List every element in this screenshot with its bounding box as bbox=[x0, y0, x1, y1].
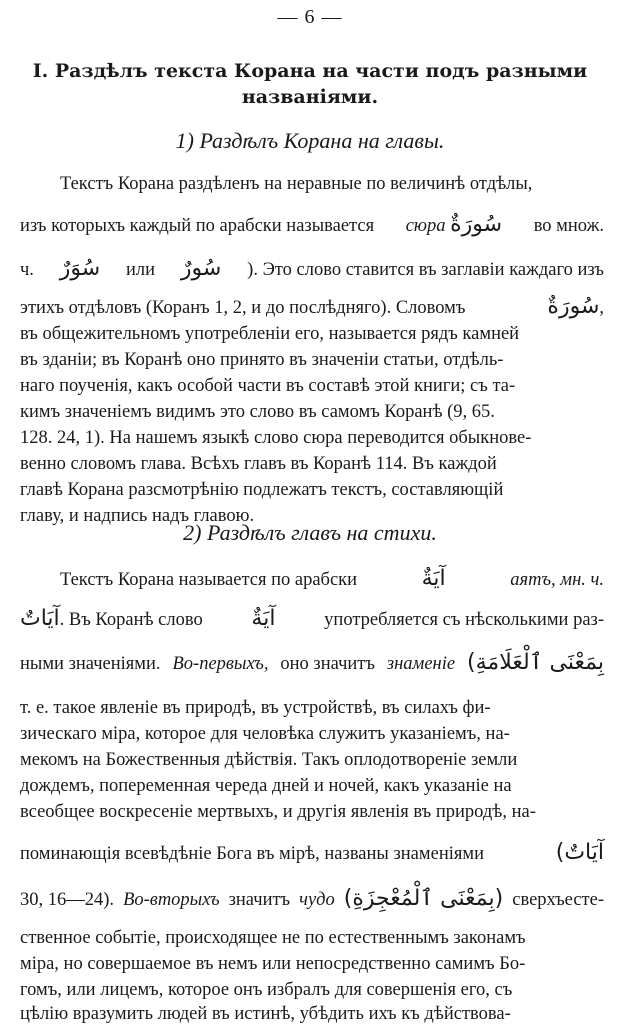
text-line: Текстъ Корана раздѣленъ на неравные по величинѣ отдѣлы, bbox=[60, 174, 533, 194]
arabic-word: سُورٌ bbox=[180, 256, 222, 281]
text-line: поминающія всевѣдѣніе Бога въ мірѣ, названы знаменіями (آيَاتٌ bbox=[20, 840, 604, 865]
text-line: изъ которыхъ каждый по арабски называется сюра سُورَةٌ во множ. bbox=[20, 212, 604, 237]
text-line: этихъ отдѣловъ (Коранъ 1, 2, и до послѣдняго). Словомъ سُورَةٌ, bbox=[20, 294, 604, 319]
text-line: всеобщее воскресеніе мертвыхъ, и другія явленія въ природѣ, на- bbox=[20, 802, 536, 822]
text-line: мекомъ на Божественныя дѣйствія. Такъ оплодотвореніе земли bbox=[20, 750, 518, 770]
text-line: наго поученія, какъ особой части въ составѣ этой книги; съ та- bbox=[20, 376, 516, 396]
text-line: дождемъ, попеременная череда дней и ночей, какъ указаніе на bbox=[20, 776, 512, 796]
text-line: венно словомъ глава. Всѣхъ главъ въ Коранѣ 114. Въ каждой bbox=[20, 454, 497, 474]
text-line: ными значеніями. Во-первыхъ, оно значитъ знаменіе (بِمَعْنَى ٱلْعَلَامَةِ bbox=[20, 650, 604, 675]
text-line: въ общежительномъ употребленіи его, называется рядъ камней bbox=[20, 324, 520, 344]
page-number: — 6 — bbox=[277, 6, 343, 28]
arabic-phrase: (بِمَعْنَى ٱلْعَلَامَةِ bbox=[467, 650, 604, 675]
chapter-title-line-2: названіями. bbox=[241, 86, 379, 108]
text-line: 128. 24, 1). На нашемъ языкѣ слово сюра переводится обыкнове- bbox=[20, 428, 532, 448]
chapter-title bbox=[30, 58, 590, 110]
text-line: кимъ значеніемъ видимъ это слово въ самомъ Коранѣ (9, 65. bbox=[20, 402, 495, 422]
text-line: зическаго міра, которое для человѣка служитъ указаніемъ, на- bbox=[20, 724, 510, 744]
text-line: главу, и надпись надъ главою. bbox=[20, 506, 255, 526]
text-line: цѣлію вразумить людей въ истинѣ, убѣдить ихъ къ дѣйствова- bbox=[20, 1004, 511, 1024]
chapter-title-line-1: I. Раздѣлъ текста Корана на части подъ разными bbox=[32, 60, 588, 82]
section-heading-2: 2) Раздѣлъ главъ на стихи. bbox=[183, 520, 437, 545]
arabic-word: آيَةٌ bbox=[421, 566, 446, 591]
text-line: ственное событіе, происходящее не по естественнымъ законамъ bbox=[20, 928, 526, 948]
arabic-word: سُوَرٌ bbox=[59, 256, 101, 281]
arabic-word: سُورَةٌ bbox=[547, 294, 600, 319]
text-line: آيَاتٌ. Въ Коранѣ слово آيَةٌ употребляется съ нѣсколькими раз- bbox=[20, 606, 604, 631]
text-line: 30, 16—24). Во-вторыхъ значитъ чудо (بِمَعْنَى ٱلْمُعْجِزَةِ) сверхъесте- bbox=[20, 886, 604, 911]
text-line: въ зданіи; въ Коранѣ оно принято въ значеніи статьи, отдѣль- bbox=[20, 350, 504, 370]
text-line: т. е. такое явленіе въ природѣ, въ устройствѣ, въ силахъ фи- bbox=[20, 698, 491, 718]
text-line: Текстъ Корана называется по арабски آيَةٌ аятъ, мн. ч. bbox=[60, 566, 604, 591]
text-line: міра, но совершаемое въ немъ или непосредственно самимъ Бо- bbox=[20, 954, 526, 974]
arabic-word: سُورَةٌ bbox=[450, 212, 503, 237]
arabic-word: آيَةٌ bbox=[251, 606, 276, 631]
arabic-phrase: (بِمَعْنَى ٱلْمُعْجِزَةِ) bbox=[343, 886, 504, 911]
text-line: ч. سُوَرٌ или سُورٌ ). Это слово ставится въ заглавіи каждаго изъ bbox=[20, 256, 604, 281]
section-heading-1: 1) Раздѣлъ Корана на главы. bbox=[175, 128, 445, 153]
text-line: гомъ, или лицемъ, которое онъ избралъ для совершенія его, съ bbox=[20, 980, 513, 1000]
arabic-word: آيَاتٌ bbox=[20, 606, 60, 631]
arabic-word: (آيَاتٌ bbox=[555, 840, 604, 865]
text-line: главѣ Корана разсмотрѣнію подлежатъ текстъ, составляющій bbox=[20, 480, 504, 500]
